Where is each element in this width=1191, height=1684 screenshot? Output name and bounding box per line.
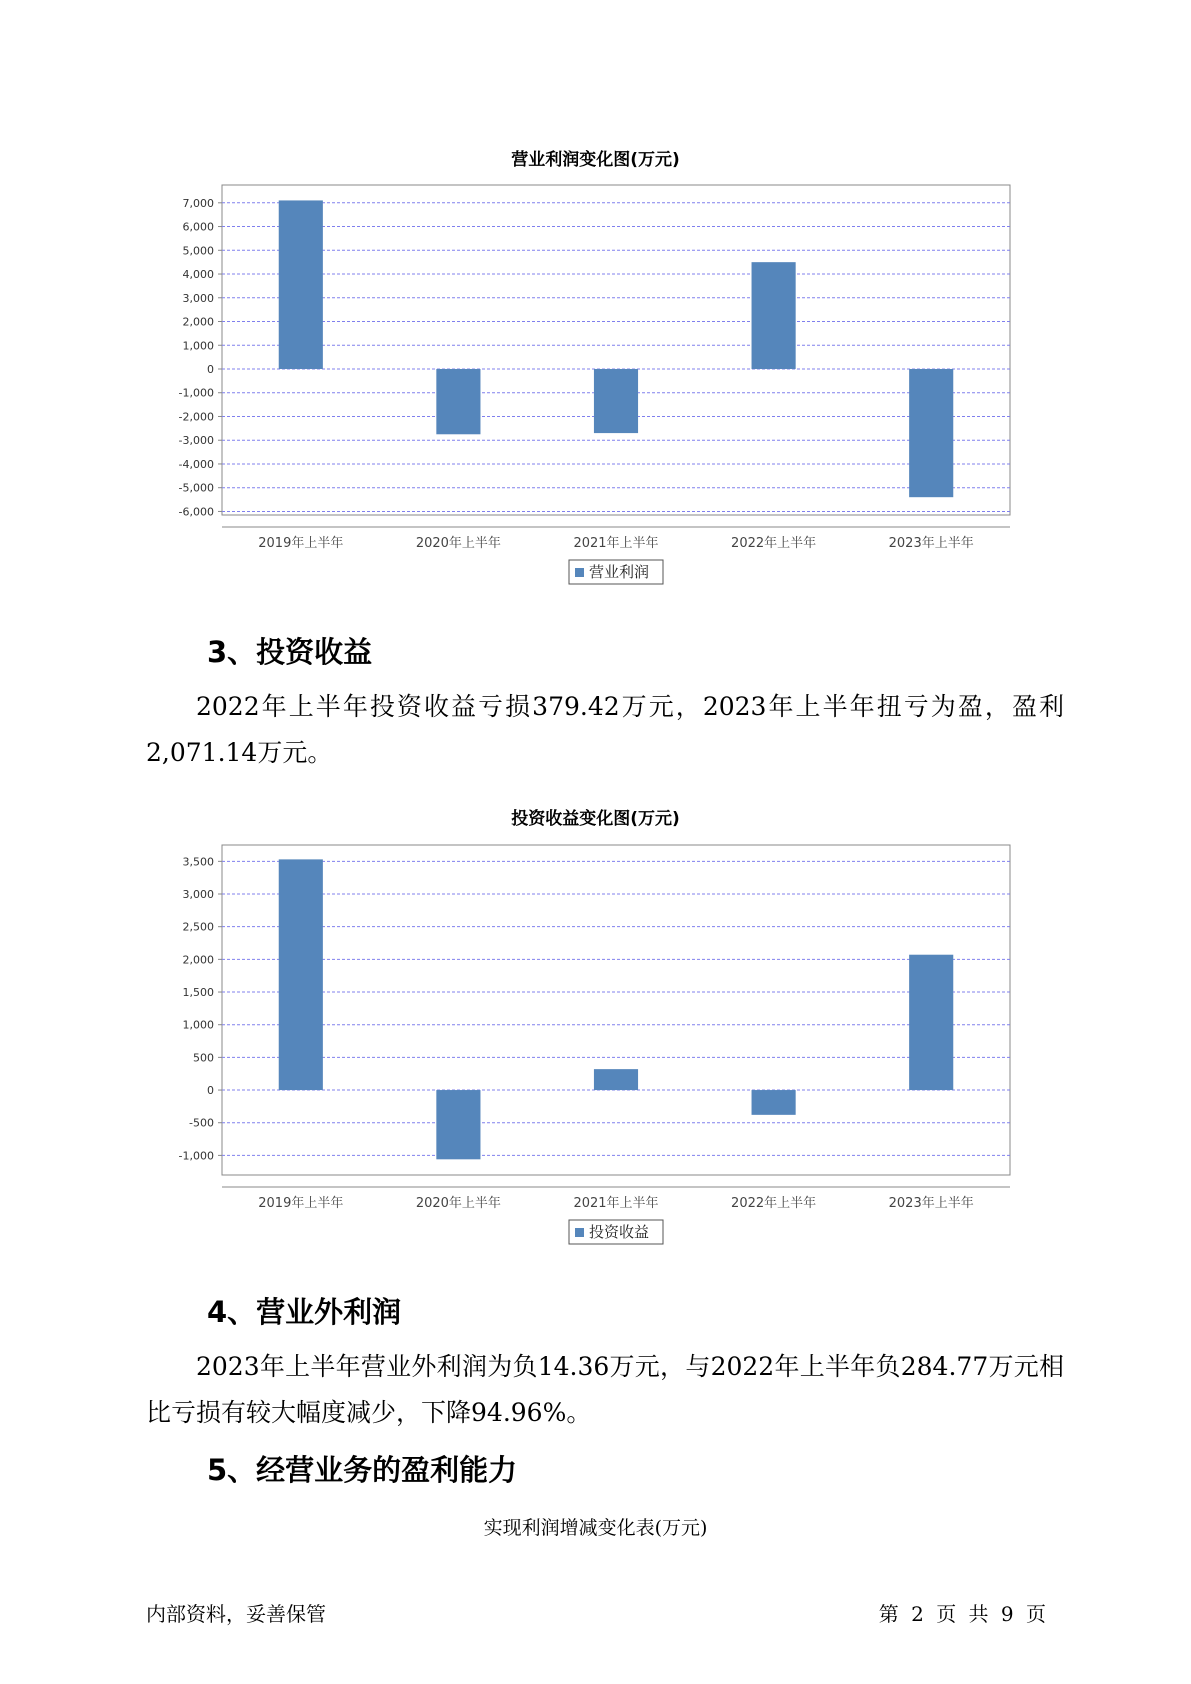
chart2-title: 投资收益变化图(万元) [511,809,680,829]
y-tick-label: -2,000 [178,410,214,424]
y-tick-label: -500 [189,1116,214,1130]
y-tick-label: 1,000 [182,1018,214,1032]
section-5-heading: 5、经营业务的盈利能力 [207,1453,518,1487]
y-tick-label: 2,500 [182,920,214,934]
y-tick-label: -5,000 [178,481,214,495]
bar [279,859,323,1090]
y-tick-label: 4,000 [182,268,214,282]
y-tick-label: 0 [207,362,214,376]
y-tick-label: 3,000 [182,291,214,305]
y-tick-label: 500 [193,1051,214,1065]
legend-swatch [575,1228,584,1237]
x-tick-label: 2023年上半年 [888,1196,974,1211]
chart1-title: 营业利润变化图(万元) [511,150,680,170]
footer-page-number: 第 2 页 共 9 页 [878,1602,1046,1626]
bar [594,1069,638,1090]
y-tick-label: 2,000 [182,953,214,967]
y-tick-label: -1,000 [178,386,214,400]
bar [752,1090,796,1115]
y-tick-label: -4,000 [178,457,214,471]
x-tick-label: 2020年上半年 [415,536,501,551]
y-tick-label: 1,500 [182,986,214,1000]
x-tick-label: 2021年上半年 [573,1196,659,1211]
bar [436,1090,480,1159]
x-tick-label: 2020年上半年 [415,1196,501,1211]
y-tick-label: -3,000 [178,434,214,448]
y-tick-label: 5,000 [182,244,214,258]
x-tick-label: 2019年上半年 [258,1196,344,1211]
section-3-heading: 3、投资收益 [207,635,373,669]
x-tick-label: 2021年上半年 [573,536,659,551]
legend-label: 营业利润 [589,563,650,581]
y-tick-label: 7,000 [182,196,214,210]
section-4-heading: 4、营业外利润 [207,1295,402,1329]
section-3-paragraph: 2022年上半年投资收益亏损379.42万元，2023年上半年扭亏为盈，盈利2,071.14万元。 [146,692,1064,767]
legend-label: 投资收益 [589,1223,650,1241]
x-tick-label: 2023年上半年 [888,536,974,551]
y-tick-label: 0 [207,1084,214,1098]
footer-confidential: 内部资料，妥善保管 [146,1602,326,1626]
plot-area [222,845,1010,1175]
y-tick-label: -1,000 [178,1149,214,1163]
x-tick-label: 2019年上半年 [258,536,344,551]
y-tick-label: 6,000 [182,220,214,234]
section-4-paragraph: 2023年上半年营业外利润为负14.36万元，与2022年上半年负284.77万元相比亏损有较大幅度减少，下降94.96%。 [146,1352,1064,1427]
bar [909,955,953,1090]
y-tick-label: 3,500 [182,855,214,869]
y-tick-label: 3,000 [182,888,214,902]
x-tick-label: 2022年上半年 [731,536,817,551]
y-tick-label: -6,000 [178,505,214,519]
x-tick-label: 2022年上半年 [731,1196,817,1211]
y-tick-label: 2,000 [182,315,214,329]
y-tick-label: 1,000 [182,339,214,353]
table-caption: 实现利润增减变化表(万元) [483,1517,708,1539]
